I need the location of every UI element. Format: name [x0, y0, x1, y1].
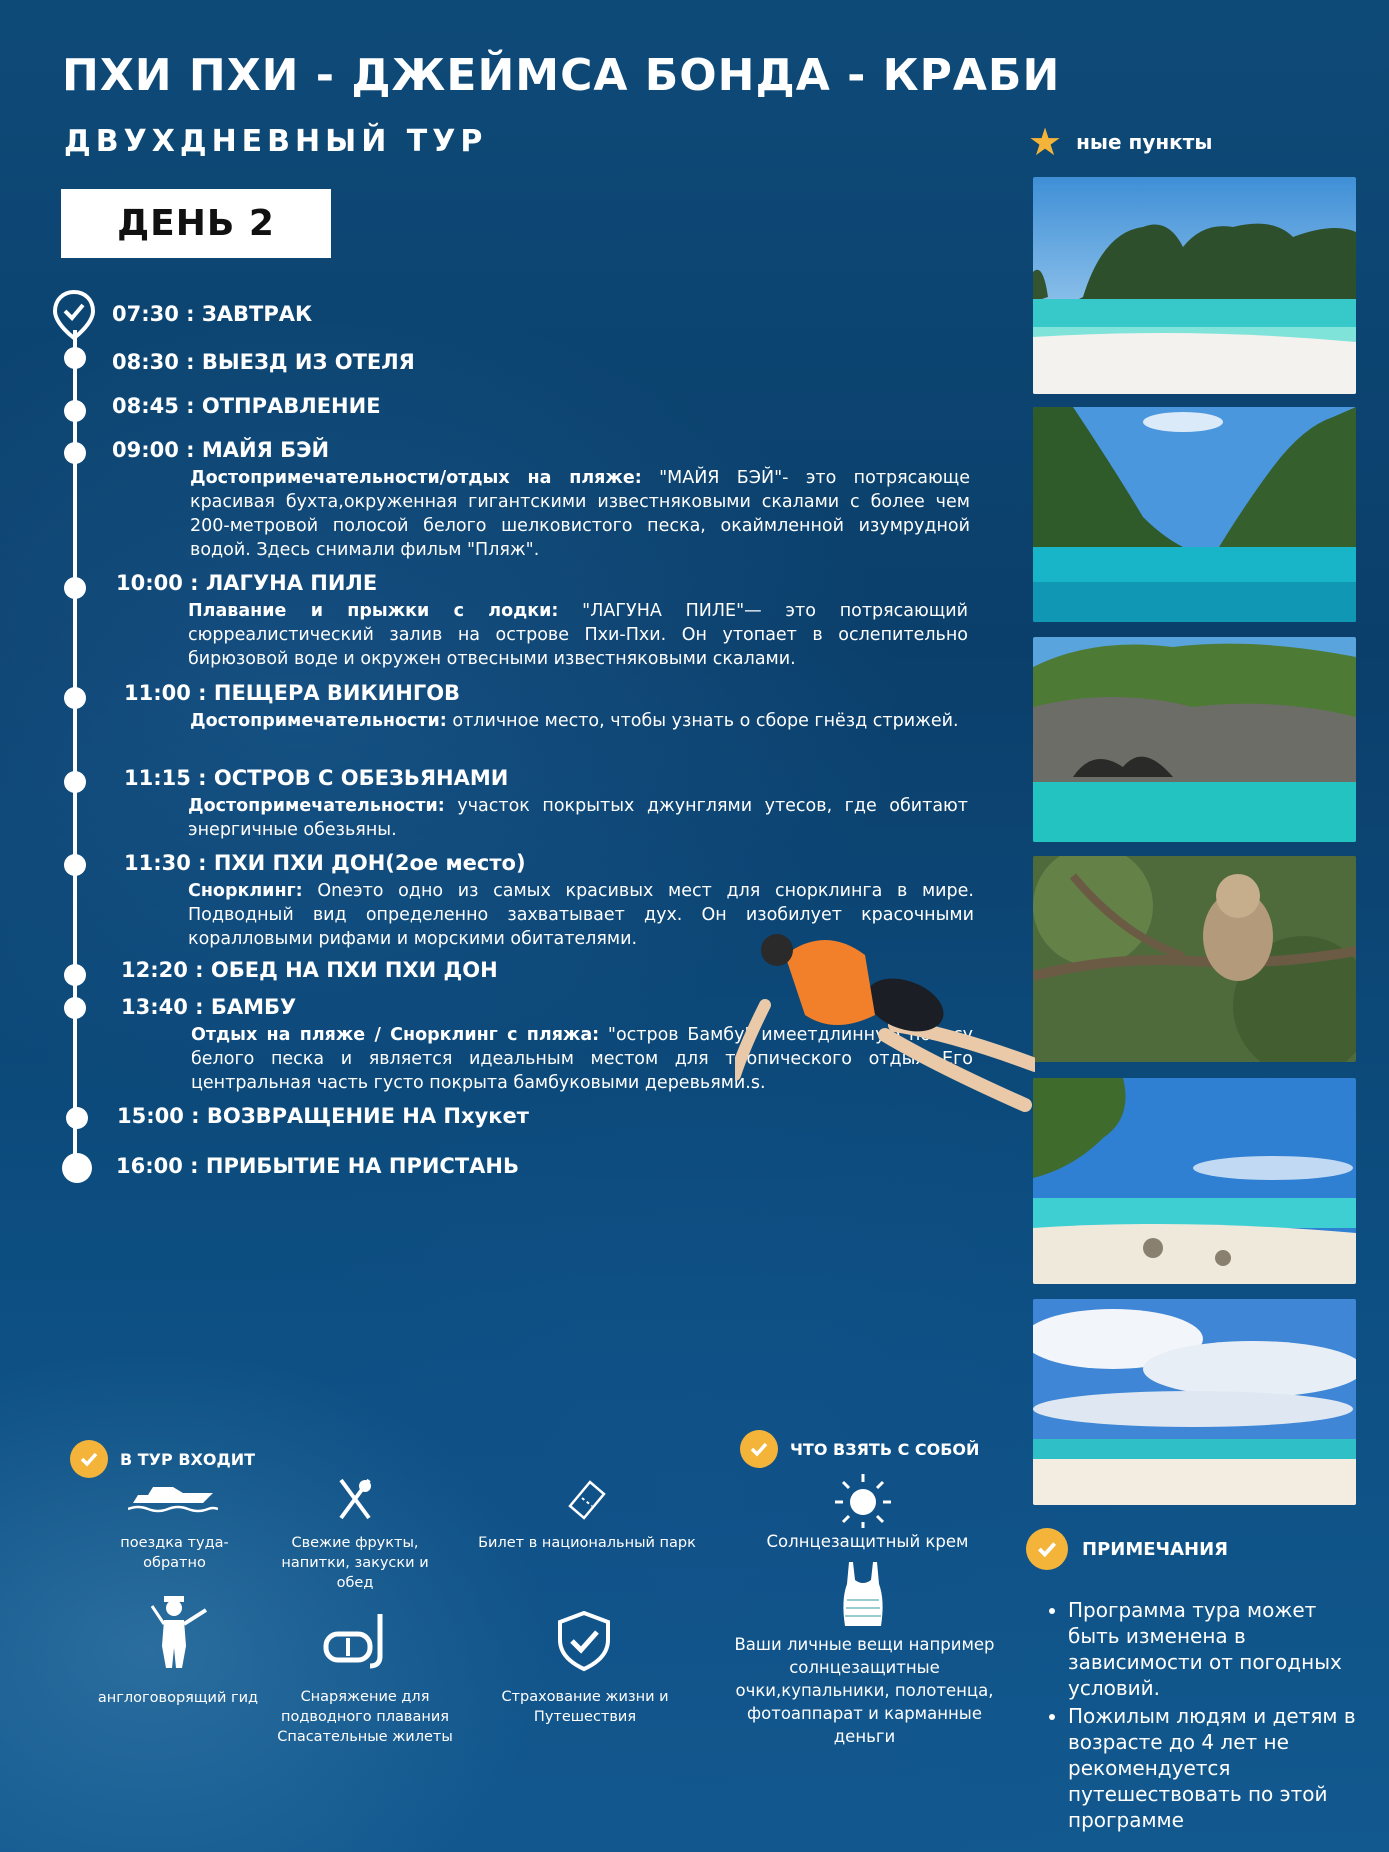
timeline-dot	[64, 400, 86, 422]
note-item: • Пожилым людям и детям в возрасте до 4 лет не рекомендуется путешествовать по этой программе	[1068, 1703, 1368, 1833]
timeline-desc: Достопримечательности/отдых на пляже: "МАЙЯ БЭЙ"- это потрясающе красивая бухта,окруженная гигантскими известняковыми скалами с более чем 200-метровой полосой белого шелковистого песка, окаймленной изумрудной водой. Здесь снимали фильм "Пляж".	[190, 468, 970, 560]
included-title: В ТУР ВХОДИТ	[120, 1449, 255, 1469]
timeline-time: 16:00 : ПРИБЫТИЕ НА ПРИСТАНЬ	[116, 1154, 519, 1178]
timeline-time: 09:00 : МАЙЯ БЭЙ	[112, 438, 330, 462]
photo-beach	[1033, 1299, 1356, 1505]
included-item: Свежие фрукты, напитки, закуски и обед	[281, 1535, 429, 1591]
highlights-header	[1028, 120, 1213, 164]
photo-pileh-lagoon	[1033, 407, 1356, 622]
bring-item: Солнцезащитный крем	[766, 1532, 969, 1551]
sun-icon	[833, 1470, 893, 1534]
snorkel-mask-icon	[322, 1612, 392, 1676]
highlights-label: ные пункты	[1076, 130, 1213, 154]
included-header	[70, 1440, 255, 1478]
notes-list	[1048, 1597, 1368, 1835]
timeline-time: 08:45 : ОТПРАВЛЕНИЕ	[112, 394, 381, 418]
timeline-item	[116, 571, 976, 671]
timeline-desc: Достопримечательности: участок покрытых джунглями утесов, где обитают энергичные обезьяны.	[188, 796, 968, 840]
timeline-desc: Отдых на пляже / Снорклинг с пляжа: "остров Бамбу" имеетдлинную полосу белого песка и является идеальным местом для тропического отдыха.Его центральная часть густо покрыта бамбуковыми деревьями.s.	[191, 1025, 973, 1093]
note-item: • Программа тура может быть изменена в зависимости от погодных условий.	[1068, 1597, 1368, 1701]
included-item: англоговорящий гид	[97, 1690, 259, 1706]
timeline-time: 08:30 : ВЫЕЗД ИЗ ОТЕЛЯ	[112, 350, 415, 374]
photo-monkey-island	[1033, 856, 1356, 1062]
page-title: ПХИ ПХИ - ДЖЕЙМСА БОНДА - КРАБИ	[62, 50, 1061, 101]
included-item: поездка туда- обратно	[120, 1535, 229, 1571]
timeline-item	[124, 681, 984, 733]
timeline-dot	[64, 997, 86, 1019]
timeline-item	[116, 1154, 976, 1178]
checkmark-icon	[1026, 1528, 1068, 1570]
timeline-dot	[64, 854, 86, 876]
check-pin-icon	[52, 290, 96, 334]
swimsuit-icon	[841, 1560, 885, 1632]
shield-check-icon	[556, 1610, 612, 1676]
timeline-time: 11:15 : ОСТРОВ С ОБЕЗЬЯНАМИ	[124, 766, 509, 790]
checkmark-icon	[740, 1430, 778, 1468]
notes-title: ПРИМЕЧАНИЯ	[1082, 1538, 1228, 1560]
photo-maya-bay	[1033, 177, 1356, 394]
timeline-item	[124, 766, 984, 842]
timeline-desc: Плавание и прыжки с лодки: "ЛАГУНА ПИЛЕ"— это потрясающий сюрреалистический залив на острове Пхи-Пхи. Он утопает в ослепительно бирюзовой воде и окружен отвесными известняковыми скалами.	[188, 601, 968, 669]
boat-icon	[128, 1485, 218, 1519]
ticket-icon	[562, 1478, 610, 1526]
day-badge: ДЕНЬ 2	[61, 189, 331, 258]
timeline-dot	[64, 771, 86, 793]
bring-header	[740, 1430, 979, 1468]
timeline-item	[112, 438, 972, 562]
bring-item: Ваши личные вещи например солнцезащитные очки,купальники, полотенца, фотоаппарат и карманные деньги	[734, 1635, 995, 1746]
timeline-dot	[64, 577, 86, 599]
timeline-dot	[64, 347, 86, 369]
included-item: Билет в национальный парк	[478, 1535, 696, 1551]
timeline-time: 10:00 : ЛАГУНА ПИЛЕ	[116, 571, 378, 595]
photo-viking-cave	[1033, 637, 1356, 842]
timeline-item	[112, 350, 972, 374]
bring-title: ЧТО ВЗЯТЬ С СОБОЙ	[790, 1439, 980, 1459]
timeline-desc: Достопримечательности: отличное место, чтобы узнать о сборе гнёзд стрижей.	[190, 711, 959, 731]
notes-header	[1026, 1528, 1228, 1570]
timeline-dot	[64, 442, 86, 464]
star-icon: ★	[1028, 120, 1063, 164]
timeline-time: 12:20 : ОБЕД НА ПХИ ПХИ ДОН	[121, 958, 498, 982]
tour-guide-icon	[150, 1596, 210, 1674]
timeline-end-dot	[62, 1153, 92, 1183]
timeline-time: 11:30 : ПХИ ПХИ ДОН(2ое место)	[124, 851, 526, 875]
timeline-item	[112, 302, 972, 326]
timeline-item	[112, 394, 972, 418]
checkmark-icon	[70, 1440, 108, 1478]
timeline-dot	[66, 1107, 88, 1129]
photo-bamboo-island	[1033, 1078, 1356, 1284]
timeline-dot	[64, 964, 86, 986]
included-item: Снаряжение для подводного плавания Спасательные жилеты	[277, 1689, 453, 1745]
timeline-time: 07:30 : ЗАВТРАК	[112, 302, 313, 326]
timeline-time: 13:40 : БАМБУ	[121, 995, 297, 1019]
cutlery-icon	[335, 1478, 375, 1526]
timeline-dot	[64, 687, 86, 709]
timeline-time: 15:00 : ВОЗВРАЩЕНИЕ НА Пхукет	[117, 1104, 529, 1128]
timeline-time: 11:00 : ПЕЩЕРА ВИКИНГОВ	[124, 681, 461, 705]
page-subtitle: ДВУХДНЕВНЫЙ ТУР	[64, 124, 488, 159]
timeline-desc: Снорклинг: Oneэто одно из самых красивых мест для снорклинга в мире. Подводный вид определенно захватывает дух. Он изобилует красочными коралловыми рифами и морскими обитателями.	[188, 881, 974, 949]
included-item: Страхование жизни и Путешествия	[501, 1689, 669, 1725]
snorkeler-image	[735, 915, 1035, 1115]
